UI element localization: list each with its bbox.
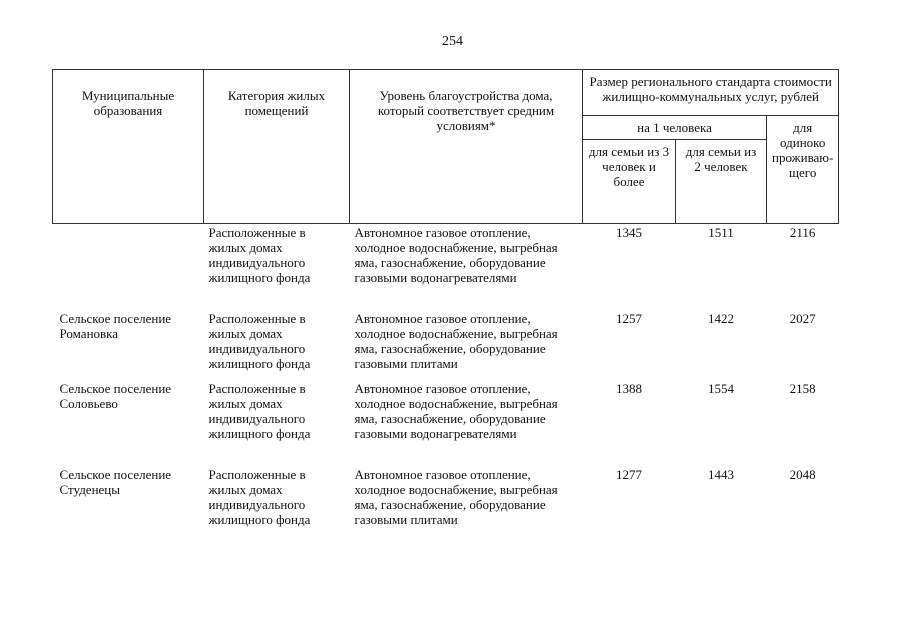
- header-category: Категория жилых помещений: [204, 70, 350, 224]
- cell-level: Автономное газовое отопление, холодное водоснабжение, выгребная яма, газоснабжение, оборудование газовыми плитами: [354, 467, 558, 527]
- cell-family3: 1345: [616, 225, 642, 240]
- cell-municipality: Сельское поселение Студенецы: [59, 467, 172, 497]
- cell-category: Расположенные в жилых домах индивидуального жилищного фонда: [208, 381, 311, 441]
- cell-single: 2158: [789, 381, 816, 396]
- cell-family2: 1443: [708, 467, 734, 482]
- header-municipality: Муниципальные образования: [53, 70, 204, 224]
- cell-family3: 1388: [616, 381, 642, 396]
- header-standard-size: Размер регионального стандарта стоимости жилищно-коммунальных услуг, рублей: [583, 70, 839, 116]
- table-row: [53, 381, 839, 467]
- cell-municipality: [53, 224, 204, 312]
- table-header: [53, 70, 839, 224]
- cell-single: 2048: [789, 467, 816, 482]
- cell-single: 2116: [789, 225, 816, 240]
- header-family3: для семьи из 3 человек и более: [583, 140, 676, 224]
- cell-family2: 1554: [708, 381, 734, 396]
- cell-family2: 1511: [708, 225, 734, 240]
- header-single: для одиноко проживаю-щего: [767, 116, 839, 224]
- table-body: [53, 224, 839, 538]
- header-per-person: на 1 человека: [583, 116, 767, 140]
- table-row: [53, 224, 839, 312]
- header-family2: для семьи из 2 человек: [676, 140, 767, 224]
- table-row: [53, 467, 839, 537]
- page-number: 254: [442, 34, 463, 49]
- cell-level: Автономное газовое отопление, холодное водоснабжение, выгребная яма, газоснабжение, оборудование газовыми водонагревателями: [354, 381, 558, 441]
- cell-family3: 1277: [616, 467, 642, 482]
- cell-level: Автономное газовое отопление, холодное водоснабжение, выгребная яма, газоснабжение, оборудование газовыми водонагревателями: [354, 225, 558, 285]
- header-level: Уровень благоустройства дома, который соответствует средним условиям*: [350, 70, 583, 224]
- cell-family2: 1422: [708, 311, 734, 326]
- cell-category: Расположенные в жилых домах индивидуального жилищного фонда: [208, 225, 311, 285]
- cell-category: Расположенные в жилых домах индивидуального жилищного фонда: [208, 311, 311, 371]
- cell-family3: 1257: [616, 311, 642, 326]
- cell-municipality: Сельское поселение Соловьево: [59, 381, 172, 411]
- cell-level: Автономное газовое отопление, холодное водоснабжение, выгребная яма, газоснабжение, оборудование газовыми плитами: [354, 311, 558, 371]
- cell-municipality: Сельское поселение Романовка: [59, 311, 172, 341]
- cell-single: 2027: [789, 311, 816, 326]
- housing-standard-table: [52, 69, 839, 537]
- cell-category: Расположенные в жилых домах индивидуального жилищного фонда: [208, 467, 311, 527]
- table-row: [53, 311, 839, 381]
